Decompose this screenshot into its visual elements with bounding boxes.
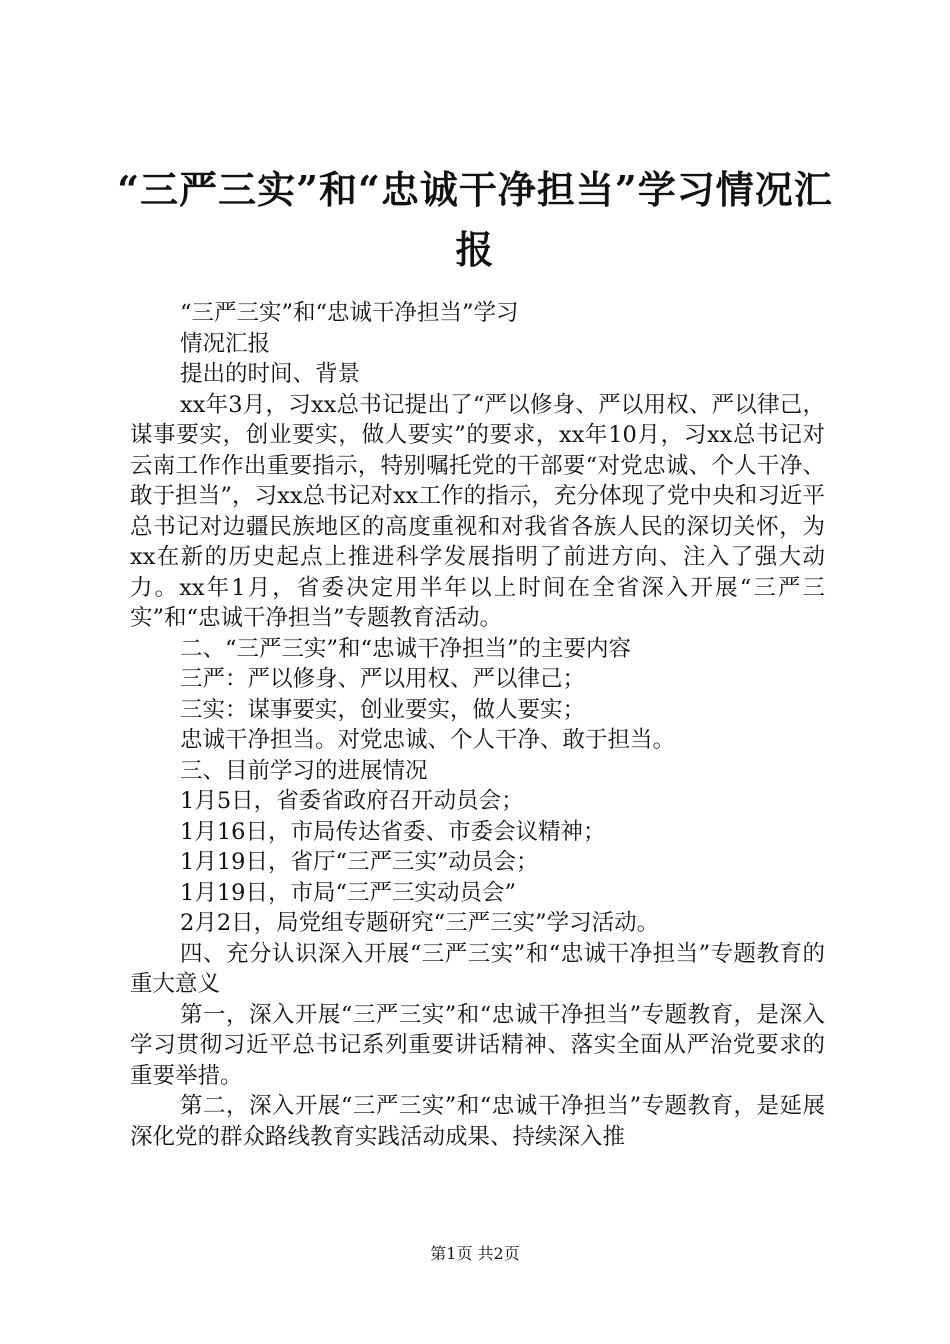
paragraph: xx年3月，习xx总书记提出了“严以修身、严以用权、严以律己，谋事要实，创业要实，做人要实”的要求，xx年10月，习xx总书记对云南工作作出重要指示，特别嘱托党的干部要“对党忠诚、个人干净、敢于担当”，习xx总书记对xx工作的指示，充分体现了党中央和习近平总书记对边疆民族地区的高度重视和对我省各族人民的深切关怀，为xx在新的历史起点上推进科学发展指明了前进方向、注入了强大动力。xx年1月，省委决定用半年以上时间在全省深入开展“三严三实”和“忠诚干净担当”专题教育活动。 [130,391,825,631]
paragraph: 1月19日，省厅“三严三实”动员会； [180,849,539,875]
paragraph: 第一，深入开展“三严三实”和“忠诚干净担当”专题教育，是深入学习贯彻习近平总书记系列重要讲话精神、落实全面从严治党要求的重要举措。 [130,1001,825,1089]
paragraph: 忠诚干净担当。对党忠诚、个人干净、敢于担当。 [180,727,676,753]
paragraph: 1月19日，市局“三严三实动员会” [180,879,516,906]
document-title: “三严三实”和“忠诚干净担当”学习情况汇报 [117,167,833,272]
paragraph: “三严三实”和“忠诚干净担当”学习 [180,300,519,326]
paragraph: 三严：严以修身、严以用权、严以律己； [180,666,586,692]
paragraph: 情况汇报 [180,330,271,357]
paragraph: 1月5日，省委省政府召开动员会； [180,788,524,814]
section-heading: 二、“三严三实”和“忠诚干净担当”的主要内容 [180,635,632,662]
document-body [130,298,825,1152]
paragraph: 三实：谋事要实，创业要实，做人要实； [180,696,586,723]
paragraph: 第二，深入开展“三严三实”和“忠诚干净担当”专题教育，是延展深化党的群众路线教育实践活动成果、持续深入推 [130,1093,825,1150]
paragraph: 提出的时间、背景 [180,361,361,387]
paragraph: 2月2日，局党组专题研究“三严三实”学习活动。 [180,910,660,936]
section-heading: 四、充分认识深入开展“三严三实”和“忠诚干净担当”专题教育的重大意义 [130,940,825,997]
page-footer: 第1页 共2页 [430,1244,520,1263]
section-heading: 三、目前学习的进展情况 [180,757,428,784]
paragraph: 1月16日，市局传达省委、市委会议精神； [180,818,606,845]
